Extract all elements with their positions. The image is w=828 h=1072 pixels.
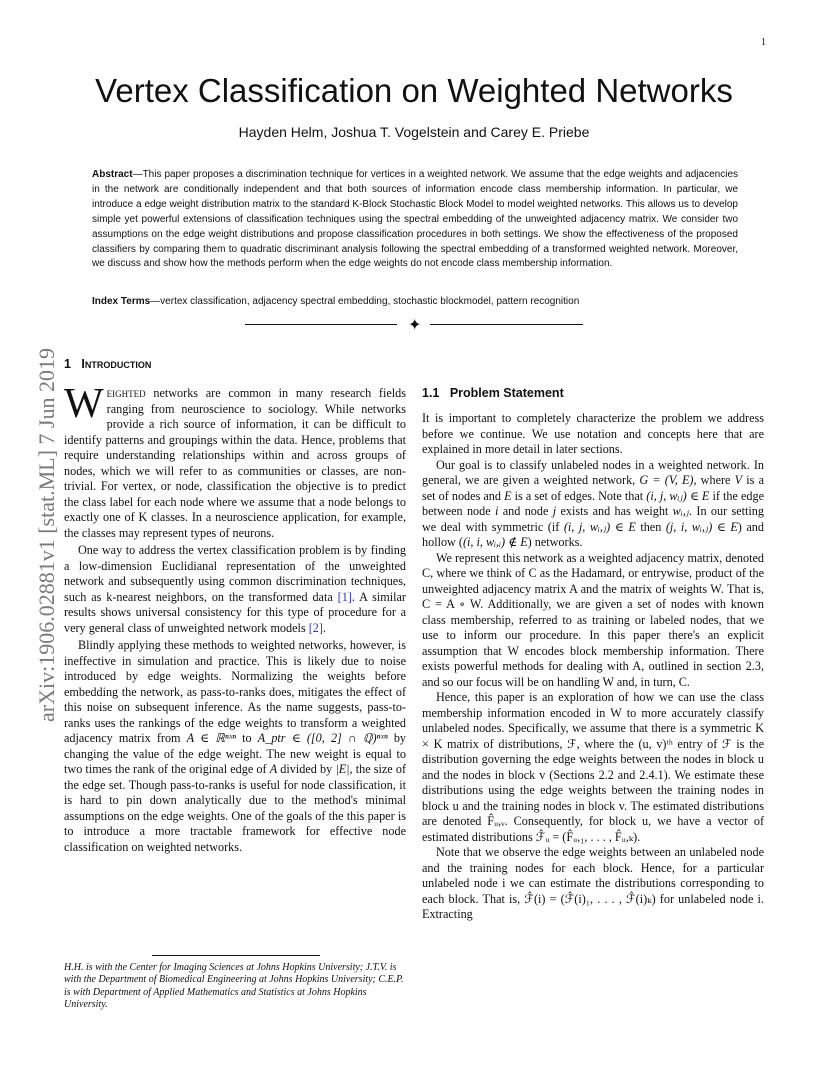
index-terms-label: Index Terms [92, 296, 151, 307]
left-column [64, 381, 407, 855]
subsection-heading [422, 386, 564, 400]
abstract [92, 168, 738, 272]
subsection-number: 1.1 [422, 386, 440, 400]
section-number: 1 [64, 357, 71, 371]
diamond-ornament: ✦ [408, 317, 422, 334]
author-list: Hayden Helm, Joshua T. Vogelstein and Carey E. Priebe [238, 124, 590, 140]
intro-paragraph-3: Blindly applying these methods to weighted networks, however, is ineffective in simulation and practice. This is likely due to noise introduced by edge weights. Normalizing the weights before embedding the network, as pass-to-ranks does, mitigates the effect of this noise on subsequent inference. As the name suggests, pass-to-ranks uses the rankings of the edge weights to transform a weighted adjacency matrix from A ∈ ℝⁿˣⁿ to A_ptr ∈ ([0, 2] ∩ ℚ)ⁿˣⁿ by changing the value of the edge weight. The new weight is equal to two times the rank of the original edge of A divided by |E|, the size of the edge set. Though pass-to-ranks is useful for node classification, it is hard to pin down analytically due to the method's minimal assumptions on the edge weights. One of the goals of the this paper is to introduce a more tractable framework for effective node classification on weighted networks. [64, 638, 407, 854]
abstract-label: Abstract [92, 169, 133, 180]
arxiv-identifier: arXiv:1906.02881v1 [stat.ML] 7 Jun 2019 [34, 348, 59, 722]
index-terms [92, 296, 738, 307]
problem-paragraph-3: We represent this network as a weighted adjacency matrix, denoted C, where we think of C as the Hadamard, or entrywise, product of the unweighted adjacency matrix A and the matrix of weights W. That is, C = A ∘ W. Additionally, we are given a set of nodes with known class membership, referred to as training or labeled nodes, that we use to inform our procedure. In this paper there's an explicit assumption that W encodes block membership information. There exists powerful methods for dealing with A, outlined in section 2.3, and so our focus will be on handling W and, in turn, C. [422, 550, 764, 689]
right-column [422, 411, 764, 923]
citation-link-1[interactable]: [1] [337, 589, 352, 604]
intro-paragraph-1: Weighted networks are common in many research fields ranging from neuroscience to sociology. While networks provide a rich source of information, it can be difficult to identify patterns and groupings within the data. Hence, problems that require understanding relationships within and across groups of nodes, which we will refer to as communities or classes, are non-trivial. For vertex, or node, classification the objective is to predict the class label for each node where we assume that a node belongs to exactly one of K classes. In a neuroscience application, for example, the classes may represent types of neurons. [64, 381, 406, 540]
footnote-rule [152, 955, 320, 956]
problem-paragraph-2: Our goal is to classify unlabeled nodes in a weighted network. In general, we are given a weighted network, G = (V, E), where V is a set of nodes and E is a set of edges. Note that (i, j, wᵢⱼ) ∈ E if the edge between node i and node j exists and has weight wᵢ,ⱼ. In our setting we deal with symmetric (if (i, j, wᵢ,ⱼ) ∈ E then (j, i, wᵢ,ⱼ) ∈ E) and hollow ((i, i, wᵢ,ᵢ) ∉ E) networks. [422, 457, 764, 549]
problem-paragraph-1: It is important to completely characterize the problem we address before we continue. We use notation and concepts here that are explained in more detail in later sections. [422, 411, 764, 456]
intro-paragraph-2: One way to address the vertex classification problem is by finding a low-dimension Euclidianal representation of the unweighted network and subsequently using common discrimination techniques, such as k-nearest neighbors, on the transformed data [1]. A similar results shows universal consistency for this type of procedure for a very general class of unweighted network models [2]. [64, 543, 406, 635]
abstract-text: —This paper proposes a discrimination technique for vertices in a weighted network. We assume that the edge weights and adjacencies in the network are conditionally independent and that both sources of information encode class membership information. In particular, we introduce a edge weight distribution matrix to the standard K-Block Stochastic Block Model to model weighted networks. This allows us to develop simple yet powerful extensions of classification techniques using the spectral embedding of the unweighted adjacency matrix. We consider two assumptions on the edge weight distributions and propose classification procedures in both settings. We show the effectiveness of the proposed classifiers by comparing them to quadratic discriminant analysis following the spectral embedding of a transformed weighted network. Moreover, we discuss and show how the methods perform when the edge weights do not encode class membership information. [92, 169, 738, 270]
divider-right [430, 324, 583, 325]
section-heading [64, 357, 151, 371]
affiliation-footnote: H.H. is with the Center for Imaging Sciences at Johns Hopkins University; J.T.V. is with the Department of Biomedical Engineering at Johns Hopkins University; C.E.P. is with Department of Applied Mathematics and Statistics at Johns Hopkins University. [64, 962, 404, 1011]
citation-link-2[interactable]: [2] [308, 620, 323, 635]
subsection-title: Problem Statement [449, 386, 564, 400]
drop-cap: W [64, 381, 104, 427]
divider-left [245, 324, 397, 325]
section-title: Introduction [81, 357, 152, 371]
page-number: 1 [761, 37, 766, 48]
problem-paragraph-4: Hence, this paper is an exploration of how we can use the class membership information encoded in W to more accurately classify unlabeled nodes. Specifically, we assume that there is a symmetric K × K matrix of distributions, ℱ, where the (u, v)ᵗʰ entry of ℱ is the distribution governing the edge weights between the nodes in block u and the nodes in block v (Sections 2.2 and 2.4.1). We estimate these distributions using the edge weights between the training nodes in block u and the training nodes in block v. The estimated distributions are denoted F̂ᵤ,ᵥ. Consequently, for block u, we have a vector of estimated distributions ℱ̂ᵤ = (F̂ᵤ,₁, . . . , F̂ᵤ,ₖ). [422, 690, 764, 844]
problem-paragraph-5: Note that we observe the edge weights between an unlabeled node and the training nodes for each block. Hence, for a particular unlabeled node i we can estimate the distributions corresponding to each block. That is, ℱ̂(i) = (ℱ̂(i)₁, . . . , ℱ̂(i)ₖ) for unlabeled node i. Extracting [422, 845, 764, 921]
paper-title: Vertex Classification on Weighted Networks [95, 72, 733, 109]
index-terms-text: —vertex classification, adjacency spectral embedding, stochastic blockmodel, pattern recognition [150, 296, 580, 307]
